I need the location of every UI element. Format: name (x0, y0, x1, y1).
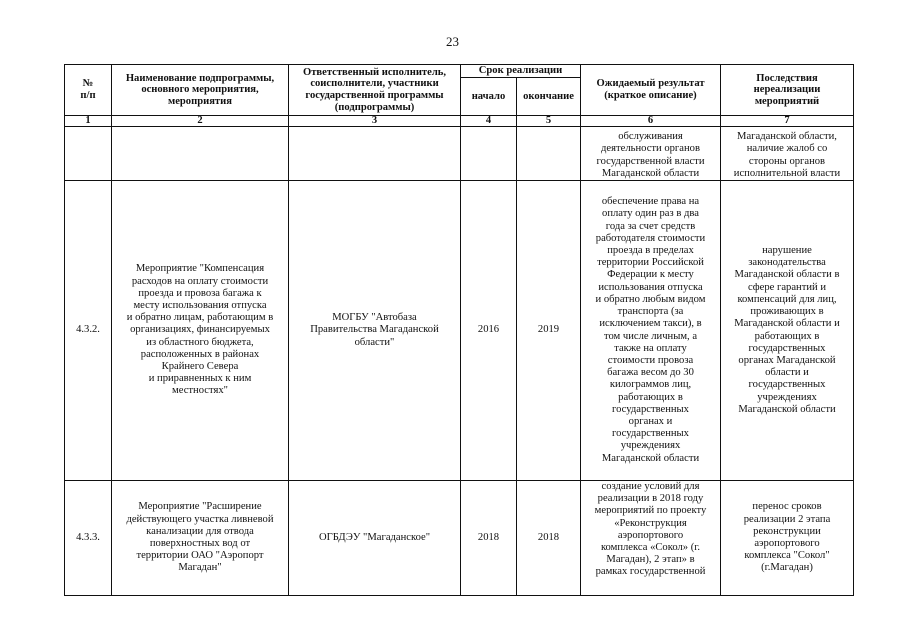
row-num: 4.3.3. (65, 481, 112, 596)
row-consequences: перенос сроков реализации 2 этапа реконструкции аэропортового комплекса "Сокол" (г.Магадан) (721, 481, 854, 596)
row-start: 2016 (461, 181, 517, 481)
column-number: 6 (581, 116, 721, 127)
table-row (65, 481, 854, 596)
header-row-top (65, 65, 854, 78)
column-number: 3 (289, 116, 461, 127)
row-result: создание условий для реализации в 2018 году мероприятий по проекту «Реконструкция аэропортового комплекса «Сокол» (г. Магадан), 2 этап» в рамках государственной (581, 481, 721, 596)
table-row (65, 127, 854, 181)
page-number: 23 (446, 34, 459, 49)
row-start: 2018 (461, 481, 517, 596)
row-executor (289, 127, 461, 181)
column-number: 5 (517, 116, 581, 127)
row-end: 2019 (517, 181, 581, 481)
header-period: Срок реализации (461, 65, 581, 78)
row-end: 2018 (517, 481, 581, 596)
column-number: 4 (461, 116, 517, 127)
header-consequences: Последствия нереализации мероприятий (721, 65, 854, 116)
header-num: № п/п (65, 65, 112, 116)
row-name: Мероприятие "Компенсация расходов на оплату стоимости проезда и провоза багажа к месту использования отпуска и обратно лицам, работающим в организациях, финансируемых из областного бюджета, расположенных в районах Крайнего Севера и приравненных к ним местностях" (112, 181, 289, 481)
table-row (65, 181, 854, 481)
row-name: Мероприятие "Расширение действующего участка ливневой канализации для отвода поверхностных вод от территории ОАО "Аэропорт Магадан" (112, 481, 289, 596)
row-num: 4.3.2. (65, 181, 112, 481)
column-number-row (65, 116, 854, 127)
row-start (461, 127, 517, 181)
row-consequences: нарушение законодательства Магаданской области в сфере гарантий и компенсаций для лиц, проживающих в Магаданской области и работающих в государственных органах Магаданской области и государственных учреждениях Магаданской области (721, 181, 854, 481)
program-activities-table (64, 64, 854, 596)
column-number: 1 (65, 116, 112, 127)
column-number: 7 (721, 116, 854, 127)
row-consequences: Магаданской области, наличие жалоб со стороны органов исполнительной власти (721, 127, 854, 181)
row-num (65, 127, 112, 181)
header-start: начало (461, 77, 517, 115)
row-result: обеспечение права на оплату один раз в два года за счет средств работодателя стоимости проезда в пределах территории Российской Федерации к месту использования отпуска и обратно любым видом транспорта (за исключением такси), в том числе личным, а также на оплату стоимости провоза багажа весом до 30 килограммов лиц, работающих в государственных органах и государственных учреждениях Магаданской области (581, 181, 721, 481)
header-end: окончание (517, 77, 581, 115)
header-result: Ожидаемый результат (краткое описание) (581, 65, 721, 116)
header-executor: Ответственный исполнитель, соисполнители, участники государственной программы (подпрограммы) (289, 65, 461, 116)
header-name: Наименование подпрограммы, основного мероприятия, мероприятия (112, 65, 289, 116)
row-executor: МОГБУ "Автобаза Правительства Магаданской области" (289, 181, 461, 481)
row-result: обслуживания деятельности органов государственной власти Магаданской области (581, 127, 721, 181)
row-executor: ОГБДЭУ "Магаданское" (289, 481, 461, 596)
row-name (112, 127, 289, 181)
column-number: 2 (112, 116, 289, 127)
row-end (517, 127, 581, 181)
